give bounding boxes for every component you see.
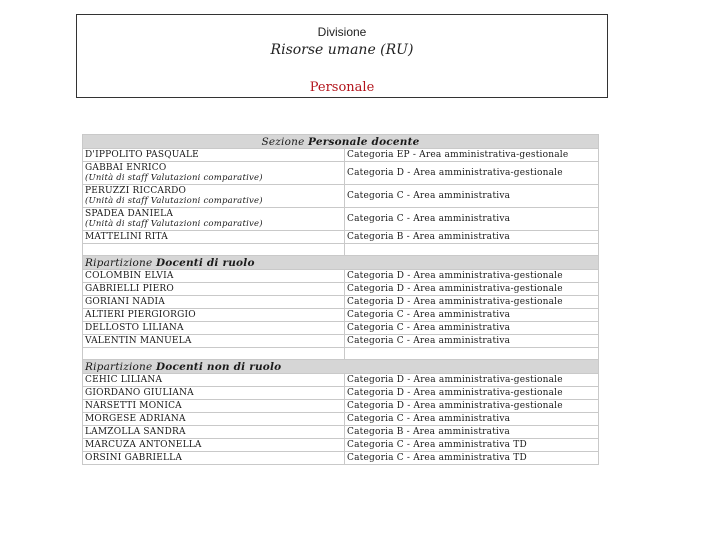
employee-category: Categoria D - Area amministrativa-gestionale: [345, 374, 599, 387]
spacer-row: [83, 348, 599, 360]
table-row: [83, 162, 599, 185]
group-header-row: [83, 135, 599, 149]
table-row: [83, 296, 599, 309]
table-row: [83, 270, 599, 283]
table-row: [83, 283, 599, 296]
group-prefix: Sezione: [261, 135, 305, 148]
spacer-cell: [345, 348, 599, 360]
employee-name-cell: [83, 387, 345, 400]
employee-name: VALENTIN MANUELA: [85, 336, 192, 346]
employee-name: GABBAI ENRICO: [85, 163, 167, 173]
employee-name-cell: [83, 162, 345, 185]
table-row: [83, 374, 599, 387]
division-name: Risorse umane (RU): [270, 42, 414, 58]
employee-name-cell: [83, 208, 345, 231]
employee-name-cell: [83, 270, 345, 283]
employee-name-cell: [83, 426, 345, 439]
employee-name: GORIANI NADIA: [85, 297, 165, 307]
employee-category: Categoria C - Area amministrativa: [345, 413, 599, 426]
employee-name-cell: [83, 400, 345, 413]
employee-category: Categoria C - Area amministrativa: [345, 208, 599, 231]
table-row: [83, 413, 599, 426]
employee-name-cell: [83, 231, 345, 244]
group-prefix: Ripartizione: [85, 360, 153, 373]
employee-category: Categoria B - Area amministrativa: [345, 426, 599, 439]
employee-name-cell: [83, 452, 345, 465]
employee-name: GABRIELLI PIERO: [85, 284, 174, 294]
employee-name: DELLOSTO LILIANA: [85, 323, 184, 333]
employee-name: MARCUZA ANTONELLA: [85, 440, 202, 450]
employee-name-cell: [83, 296, 345, 309]
table-row: [83, 439, 599, 452]
employee-name: D'IPPOLITO PASQUALE: [85, 150, 199, 160]
table-row: [83, 309, 599, 322]
employee-name: NARSETTI MONICA: [85, 401, 182, 411]
employee-category: Categoria C - Area amministrativa: [345, 309, 599, 322]
table-row: [83, 335, 599, 348]
employee-category: Categoria D - Area amministrativa-gestionale: [345, 162, 599, 185]
employee-category: Categoria D - Area amministrativa-gestionale: [345, 270, 599, 283]
table-row: [83, 387, 599, 400]
employee-category: Categoria C - Area amministrativa: [345, 185, 599, 208]
employee-name: MATTELINI RITA: [85, 232, 168, 242]
table-row: [83, 185, 599, 208]
employee-name-cell: [83, 149, 345, 162]
group-header-row: [83, 360, 599, 374]
employee-name: LAMZOLLA SANDRA: [85, 427, 186, 437]
employee-name: MORGESE ADRIANA: [85, 414, 186, 424]
employee-name-cell: [83, 374, 345, 387]
employee-category: Categoria D - Area amministrativa-gestionale: [345, 296, 599, 309]
employee-category: Categoria D - Area amministrativa-gestionale: [345, 400, 599, 413]
employee-category: Categoria D - Area amministrativa-gestionale: [345, 387, 599, 400]
employee-name-cell: [83, 439, 345, 452]
employee-category: Categoria B - Area amministrativa: [345, 231, 599, 244]
staff-table: [82, 134, 599, 465]
division-label: Divisione: [317, 25, 367, 39]
employee-name-cell: [83, 309, 345, 322]
spacer-cell: [83, 348, 345, 360]
table-row: [83, 231, 599, 244]
table-row: [83, 426, 599, 439]
employee-name-cell: [83, 335, 345, 348]
employee-name: GIORDANO GIULIANA: [85, 388, 194, 398]
employee-note: (Unità di staff Valutazioni comparative): [85, 219, 263, 229]
employee-name-cell: [83, 322, 345, 335]
employee-note: (Unità di staff Valutazioni comparative): [85, 173, 263, 183]
group-title: Docenti non di ruolo: [155, 360, 282, 373]
employee-name: CEHIC LILIANA: [85, 375, 163, 385]
employee-category: Categoria D - Area amministrativa-gestionale: [345, 283, 599, 296]
employee-category: Categoria C - Area amministrativa TD: [345, 439, 599, 452]
table-row: [83, 149, 599, 162]
employee-category: Categoria C - Area amministrativa TD: [345, 452, 599, 465]
employee-category: Categoria C - Area amministrativa: [345, 335, 599, 348]
employee-name: ALTIERI PIERGIORGIO: [85, 310, 196, 320]
division-header: [76, 14, 608, 98]
employee-category: Categoria EP - Area amministrativa-gestionale: [345, 149, 599, 162]
group-header-row: [83, 256, 599, 270]
employee-category: Categoria C - Area amministrativa: [345, 322, 599, 335]
spacer-cell: [83, 244, 345, 256]
employee-name-cell: [83, 185, 345, 208]
group-prefix: Ripartizione: [85, 256, 153, 269]
employee-note: (Unità di staff Valutazioni comparative): [85, 196, 263, 206]
group-title: Docenti di ruolo: [155, 256, 255, 269]
employee-name-cell: [83, 413, 345, 426]
group-header: [83, 256, 599, 270]
employee-name: SPADEA DANIELA: [85, 209, 174, 219]
employee-name: COLOMBIN ELVIA: [85, 271, 174, 281]
employee-name: PERUZZI RICCARDO: [85, 186, 187, 196]
table-row: [83, 400, 599, 413]
section-title: Personale: [309, 80, 375, 95]
group-header: [83, 135, 599, 149]
group-title: Personale docente: [308, 135, 420, 148]
spacer-cell: [345, 244, 599, 256]
employee-name-cell: [83, 283, 345, 296]
employee-name: ORSINI GABRIELLA: [85, 453, 183, 463]
table-row: [83, 208, 599, 231]
group-header: [83, 360, 599, 374]
table-row: [83, 322, 599, 335]
table-row: [83, 452, 599, 465]
spacer-row: [83, 244, 599, 256]
